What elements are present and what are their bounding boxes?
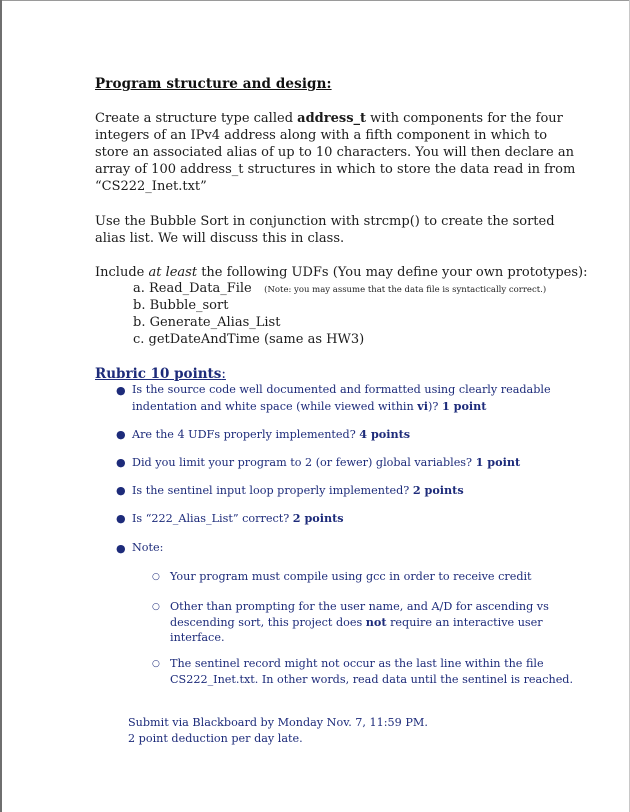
circle-bullet-icon: ○ [152, 602, 160, 612]
udf-item: b. Generate_Alias_List [133, 315, 281, 330]
rubric-points: 4 points [359, 427, 411, 441]
rubric-text: Did you limit your program to 2 (or fewer) global variables? [132, 456, 476, 469]
rubric-text: Is the sentinel input loop properly implemented? [132, 484, 413, 497]
rubric-title [95, 366, 226, 382]
udfs-emphasis: at least [148, 265, 198, 280]
rubric-points: 1 point [475, 455, 521, 469]
rubric-text: Are the 4 UDFs properly implemented? [132, 428, 360, 441]
intro-line-5: “CS222_Inet.txt” [95, 179, 207, 194]
rubric-text: )? [428, 400, 442, 413]
bullet-icon: ● [116, 456, 126, 469]
note-3-line-2: CS222_Inet.txt. In other words, read data until the sentinel is reached. [170, 673, 574, 686]
rubric-item-5 [132, 510, 344, 527]
bullet-icon: ● [116, 512, 126, 525]
struct-name: address_t [297, 111, 367, 126]
note-1: Your program must compile using gcc in order to receive credit [170, 570, 532, 583]
rubric-title-text: Rubric 10 points [95, 366, 222, 382]
section-heading: Program structure and design: [95, 76, 332, 92]
rubric-emphasis: vi [417, 399, 429, 413]
bullet-icon: ● [116, 484, 126, 497]
note-2-line-2 [170, 615, 543, 631]
rubric-points: 2 points [412, 483, 464, 497]
udf-name: a. Read_Data_File [133, 281, 252, 296]
intro-line-4: array of 100 address_t structures in which to store the data read in from [95, 162, 576, 177]
rubric-points: 1 point [441, 399, 487, 413]
circle-bullet-icon: ○ [152, 572, 160, 582]
sort-line-2: alias list. We will discuss this in class. [95, 231, 345, 246]
submit-line-2: 2 point deduction per day late. [128, 732, 303, 745]
udf-item [133, 281, 546, 296]
udfs-intro [95, 264, 588, 281]
udf-note: (Note: you may assume that the data file is syntactically correct.) [264, 285, 547, 295]
rubric-text: Is “222_Alias_List” correct? [132, 512, 293, 525]
note-text: descending sort, this project does [170, 615, 366, 629]
rubric-item-3 [132, 454, 520, 471]
rubric-points: 2 points [292, 511, 344, 525]
rubric-text: indentation and white space (while viewed within [132, 400, 418, 413]
intro-text: with components for the four [366, 111, 563, 126]
intro-line-1 [95, 110, 563, 127]
rubric-note-label: Note: [132, 541, 164, 554]
rubric-item-1-line-2 [132, 398, 486, 415]
udfs-text: the following UDFs (You may define your own prototypes): [197, 265, 588, 280]
rubric-item-4 [132, 482, 464, 499]
udf-item: b. Bubble_sort [133, 298, 229, 313]
note-3-line-1: The sentinel record might not occur as the last line within the file [170, 657, 544, 670]
note-2-line-1: Other than prompting for the user name, and A/D for ascending vs [170, 600, 549, 613]
note-emphasis: not [365, 614, 387, 629]
rubric-colon: : [221, 366, 226, 382]
rubric-item-1-line-1: Is the source code well documented and formatted using clearly readable [132, 383, 551, 396]
udf-item: c. getDateAndTime (same as HW3) [133, 332, 365, 347]
note-text: require an interactive user [386, 615, 543, 629]
sort-line-1: Use the Bubble Sort in conjunction with strcmp() to create the sorted [95, 214, 555, 229]
intro-text: Create a structure type called [95, 111, 298, 126]
intro-line-2: integers of an IPv4 address along with a fifth component in which to [95, 128, 548, 143]
note-2-line-3: interface. [170, 631, 225, 644]
rubric-item-2 [132, 426, 410, 443]
udfs-text: Include [95, 265, 149, 280]
intro-line-3: store an associated alias of up to 10 characters. You will then declare an [95, 145, 574, 160]
circle-bullet-icon: ○ [152, 659, 160, 669]
submit-line-1: Submit via Blackboard by Monday Nov. 7, 11:59 PM. [128, 716, 428, 729]
bullet-icon: ● [116, 428, 126, 441]
bullet-icon: ● [116, 384, 126, 397]
bullet-icon: ● [116, 542, 126, 555]
